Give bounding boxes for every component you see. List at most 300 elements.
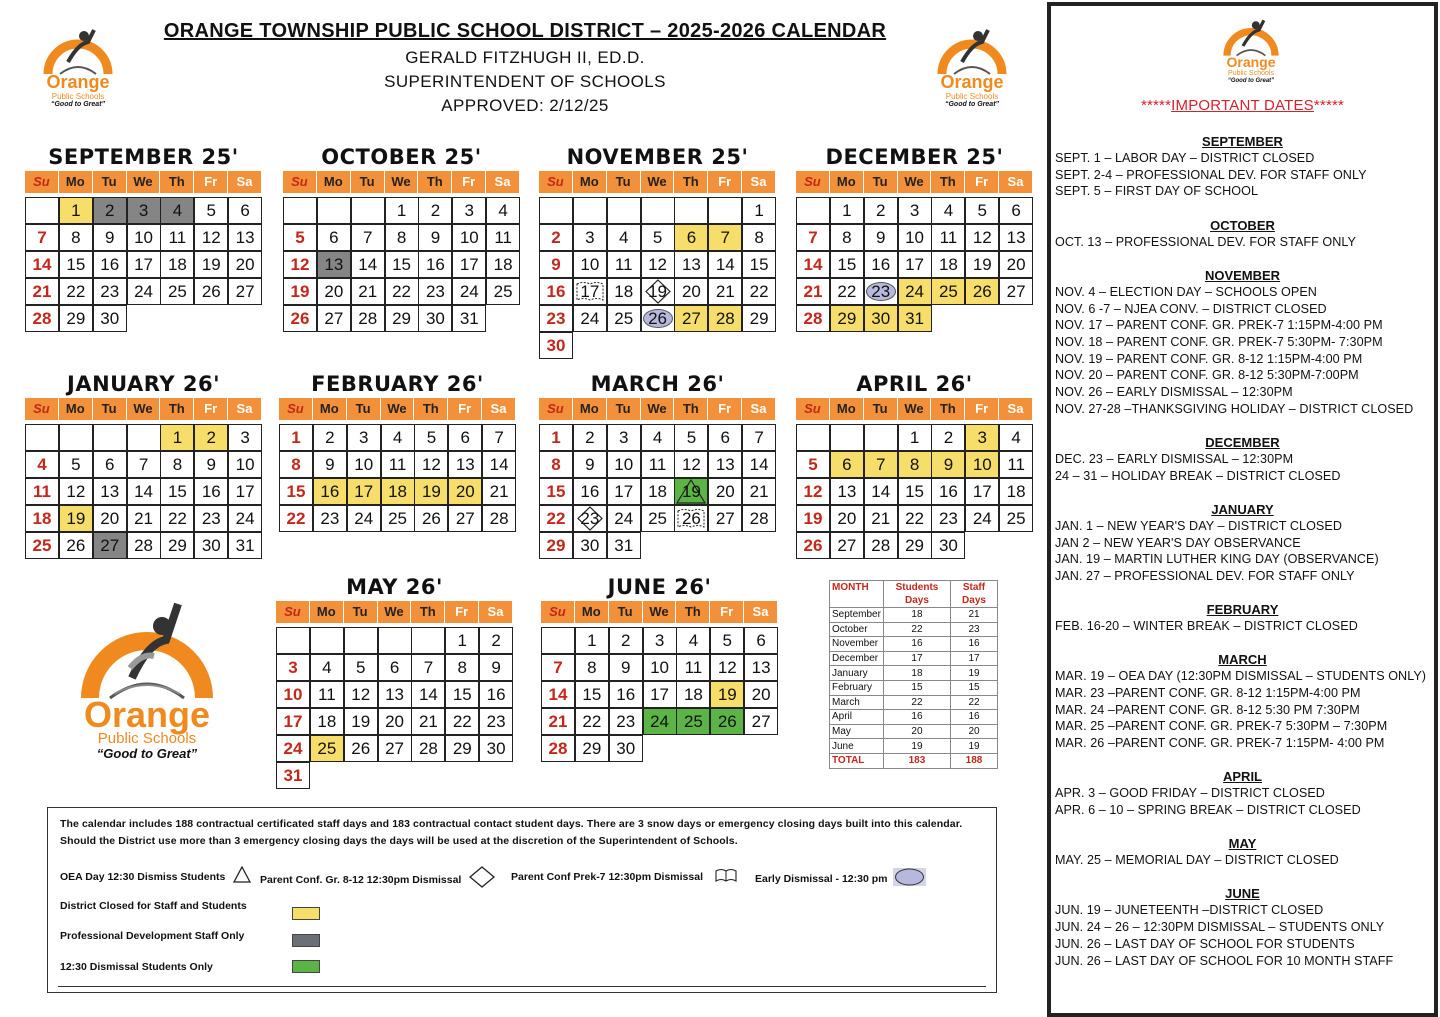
calendar-day: [378, 654, 412, 681]
calendar-day: [539, 332, 573, 359]
day-number: 30: [616, 739, 636, 758]
weekday-label: Sa: [742, 171, 776, 193]
important-date-line: OCT. 13 – PROFESSIONAL DEV. FOR STAFF ONLY: [1055, 234, 1356, 249]
day-number: 14: [715, 255, 735, 274]
logo-word: Orange: [83, 694, 211, 735]
day-number: 23: [100, 282, 120, 301]
calendar-day: [742, 278, 776, 305]
weekday-label: Tu: [347, 398, 381, 420]
day-number: 15: [546, 482, 566, 501]
calendar-day: [127, 224, 161, 251]
calendar-day: [573, 251, 607, 278]
calendar-day: [541, 681, 575, 708]
calendar-day: [573, 478, 607, 505]
day-number: 5: [722, 631, 733, 650]
calendar-day: [830, 532, 864, 559]
weekday-label: Fr: [452, 171, 486, 193]
calendar-day: [539, 478, 573, 505]
table-cell: 22: [951, 695, 998, 710]
day-number: 28: [489, 509, 509, 528]
legend-early-label: Early Dismissal - 12:30 pm: [755, 873, 888, 885]
day-number: 6: [842, 455, 852, 474]
superintendent-name: GERALD FITZHUGH II, ED.D.: [405, 48, 645, 67]
calendar-day: [351, 278, 385, 305]
calendar-day: [479, 654, 513, 681]
day-number: 16: [871, 255, 891, 274]
important-section-heading: NOVEMBER: [1204, 267, 1281, 283]
day-number: 10: [905, 228, 925, 247]
book-icon: [715, 868, 737, 883]
calendar-day: [710, 654, 744, 681]
day-number: 5: [71, 455, 81, 474]
calendar-day: [381, 451, 415, 478]
day-number: 10: [283, 685, 303, 704]
calendar-day: [93, 478, 127, 505]
calendar-day: [830, 305, 864, 332]
important-date-line: NOV. 4 – ELECTION DAY – SCHOOLS OPEN: [1055, 284, 1317, 299]
day-number: 29: [905, 536, 925, 555]
calendar-day: [674, 278, 708, 305]
table-cell: June: [830, 739, 884, 754]
weekday-label: Fr: [710, 601, 744, 623]
table-cell: 19: [951, 739, 998, 754]
day-number: 1: [551, 428, 561, 447]
day-number: 14: [358, 255, 378, 274]
calendar-day: [59, 478, 93, 505]
calendar-day: [194, 224, 228, 251]
weekday-label: Fr: [194, 171, 228, 193]
day-number: 24: [459, 282, 479, 301]
weekday-label: Su: [276, 601, 310, 623]
calendar-day: [127, 251, 161, 278]
calendar-day: [414, 451, 448, 478]
weekday-header: [25, 171, 262, 193]
table-header: MONTH: [830, 581, 884, 608]
day-number: 29: [837, 309, 857, 328]
logo-sub: Public Schools: [97, 730, 197, 747]
calendar-day: [744, 654, 778, 681]
calendar-day: [864, 532, 898, 559]
day-number: 12: [648, 255, 668, 274]
calendar-day: [479, 627, 513, 654]
day-number: 18: [683, 685, 703, 704]
calendar-day: [643, 654, 677, 681]
day-number: 11: [614, 255, 633, 274]
calendar-day: [347, 505, 381, 532]
day-number: 2: [104, 201, 115, 220]
weekday-label: We: [378, 601, 412, 623]
day-number: 19: [972, 255, 992, 274]
day-number: 6: [460, 428, 471, 447]
day-number: 10: [614, 455, 634, 474]
weekday-label: Su: [283, 171, 317, 193]
table-row: [830, 695, 998, 710]
day-number: 25: [493, 282, 513, 301]
calendar-empty-cell: [25, 197, 59, 224]
day-number: 9: [875, 228, 886, 247]
calendar-day: [418, 278, 452, 305]
day-number: 24: [905, 282, 925, 301]
month-title: OCTOBER 25': [321, 145, 482, 169]
day-number: 2: [430, 201, 441, 220]
calendar-day: [194, 197, 228, 224]
day-number: 28: [803, 309, 823, 328]
calendar-day: [539, 305, 573, 332]
calendar-day: [452, 251, 486, 278]
month-calendar: [25, 145, 262, 328]
calendar-day: [194, 478, 228, 505]
day-number: 7: [423, 658, 434, 677]
day-number: 2: [325, 428, 335, 447]
day-number: 25: [32, 536, 52, 555]
month-grid: [541, 601, 778, 758]
day-number: 8: [396, 228, 407, 247]
important-date-line: NOV. 17 – PARENT CONF. GR. PREK-7 1:15PM-4:00 PM: [1055, 318, 1383, 333]
calendar-day: [93, 278, 127, 305]
calendar-day: [317, 224, 351, 251]
day-number: 14: [749, 455, 769, 474]
day-number: 4: [498, 201, 508, 220]
weekday-label: Su: [796, 398, 830, 420]
ellipse-icon: [893, 867, 927, 887]
table-cell: October: [830, 622, 884, 637]
calendar-day: [486, 278, 520, 305]
day-number: 9: [943, 455, 954, 474]
title-prefix: *****: [1140, 97, 1172, 114]
calendar-day: [276, 762, 310, 789]
important-date-line: JAN. 1 – NEW YEAR'S DAY – DISTRICT CLOSED: [1055, 518, 1342, 533]
month-title: SEPTEMBER 25': [48, 145, 239, 169]
calendar-day: [310, 681, 344, 708]
table-cell: TOTAL: [830, 753, 884, 768]
calendar-day: [898, 197, 932, 224]
calendar-day: [742, 305, 776, 332]
day-number: 15: [286, 482, 306, 501]
calendar-day: [539, 251, 573, 278]
calendar-day: [965, 451, 999, 478]
day-number: 2: [551, 228, 561, 247]
calendar-day: [160, 424, 194, 451]
day-number: 31: [905, 309, 925, 328]
calendar-empty-cell: [607, 197, 641, 224]
day-number: 1: [291, 428, 301, 447]
day-number: 29: [452, 739, 472, 758]
day-number: 31: [235, 536, 255, 555]
weekday-label: Th: [418, 171, 452, 193]
calendar-day: [641, 424, 675, 451]
day-number: 27: [385, 739, 405, 758]
calendar-day: [276, 735, 310, 762]
logo-word: Orange: [940, 72, 1004, 92]
day-number: 17: [354, 482, 374, 501]
day-number: 9: [491, 658, 501, 677]
day-number: 11: [939, 228, 958, 247]
day-number: 19: [351, 712, 371, 731]
day-number: 3: [654, 631, 665, 650]
day-number: 21: [32, 282, 52, 301]
important-section-heading: SEPTEMBER: [1202, 134, 1283, 149]
calendar-empty-cell: [317, 197, 351, 224]
calendar-day: [59, 251, 93, 278]
calendar-day: [965, 251, 999, 278]
calendar-day: [486, 197, 520, 224]
day-number: 29: [392, 309, 412, 328]
day-number: 13: [837, 482, 857, 501]
title-suffix: *****: [1313, 97, 1345, 114]
calendar-day: [965, 224, 999, 251]
day-number: 12: [717, 658, 737, 677]
logo-sub: Public Schools: [945, 92, 999, 101]
weekday-label: We: [127, 171, 161, 193]
day-number: 26: [803, 536, 823, 555]
calendar-day: [864, 224, 898, 251]
day-number: 22: [286, 509, 306, 528]
calendar-day: [898, 251, 932, 278]
calendar-day: [609, 735, 643, 762]
day-number: 8: [172, 455, 183, 474]
calendar-day: [931, 532, 965, 559]
day-number: 12: [803, 482, 823, 501]
day-number: 18: [648, 482, 668, 501]
day-number: 7: [494, 428, 504, 447]
calendar-empty-cell: [310, 627, 344, 654]
day-number: 17: [580, 282, 600, 301]
month-calendar: [539, 372, 776, 555]
day-number: 18: [938, 255, 958, 274]
day-number: 21: [358, 282, 378, 301]
calendar-day: [486, 251, 520, 278]
calendar-day: [742, 224, 776, 251]
day-number: 12: [66, 482, 86, 501]
calendar-day: [607, 251, 641, 278]
day-number: 7: [37, 228, 47, 247]
important-section-heading: APRIL: [1223, 769, 1262, 785]
weekday-label: Sa: [482, 398, 516, 420]
table-cell: 183: [883, 753, 950, 768]
day-number: 3: [977, 428, 988, 447]
weekday-label: Fr: [965, 171, 999, 193]
day-number: 28: [749, 509, 769, 528]
day-number: 17: [972, 482, 992, 501]
day-number: 21: [134, 509, 154, 528]
calendar-day: [641, 478, 675, 505]
day-number: 9: [104, 228, 115, 247]
weekday-label: Sa: [999, 398, 1033, 420]
day-number: 17: [650, 685, 670, 704]
logo-word: Orange: [1226, 54, 1276, 70]
day-number: 14: [134, 482, 154, 501]
table-row: [830, 622, 998, 637]
calendar-day: [607, 305, 641, 332]
weekday-label: Th: [931, 171, 965, 193]
day-number: 15: [837, 255, 857, 274]
weekday-label: Mo: [573, 171, 607, 193]
day-number: 21: [418, 712, 438, 731]
calendar-day: [283, 224, 317, 251]
superintendent-role: SUPERINTENDENT OF SCHOOLS: [384, 72, 666, 91]
day-number: 15: [66, 255, 86, 274]
weekday-label: We: [641, 398, 675, 420]
calendar-day: [965, 424, 999, 451]
weekday-label: Su: [539, 171, 573, 193]
calendar-day: [59, 197, 93, 224]
calendar-day: [607, 451, 641, 478]
table-cell: January: [830, 666, 884, 681]
day-number: 14: [803, 255, 823, 274]
important-date-line: JUN. 24 – 26 – 12:30PM DISMISSAL – STUDENTS ONLY: [1055, 920, 1385, 935]
calendar-day: [641, 505, 675, 532]
day-number: 26: [717, 712, 737, 731]
day-number: 19: [421, 482, 441, 501]
day-number: 26: [681, 509, 701, 528]
calendar-day: [414, 424, 448, 451]
table-row: [830, 666, 998, 681]
day-number: 24: [235, 509, 255, 528]
weekday-header: [283, 171, 520, 193]
legend-note-line: The calendar includes 188 contractual certificated staff days and 183 contractual contact student days. There are 3 snow days or emergency closing days built into this calendar.: [60, 818, 963, 830]
calendar-day: [710, 708, 744, 735]
day-number: 5: [206, 201, 217, 220]
calendar-day: [676, 654, 710, 681]
calendar-day: [931, 224, 965, 251]
day-number: 19: [201, 255, 221, 274]
day-number: 29: [66, 309, 86, 328]
day-number: 18: [32, 509, 52, 528]
weekday-label: Sa: [479, 601, 513, 623]
day-number: 11: [494, 228, 512, 247]
day-number: 25: [614, 309, 634, 328]
calendar-day: [378, 735, 412, 762]
day-number: 10: [972, 455, 992, 474]
calendar-day: [710, 681, 744, 708]
day-number: 2: [875, 201, 886, 220]
day-number: 6: [329, 228, 339, 247]
calendar-day: [541, 708, 575, 735]
day-number: 17: [283, 712, 303, 731]
calendar-day: [641, 451, 675, 478]
calendar-empty-cell: [796, 424, 830, 451]
calendar-day: [479, 708, 513, 735]
weekday-label: Su: [796, 171, 830, 193]
calendar-day: [864, 451, 898, 478]
weekday-header: [279, 398, 516, 420]
orange-logo-right: [932, 22, 1012, 112]
calendar-day: [607, 424, 641, 451]
calendar-day: [830, 478, 864, 505]
calendar-day: [445, 654, 479, 681]
day-number: 22: [905, 509, 925, 528]
day-number: 5: [977, 201, 988, 220]
day-number: 21: [715, 282, 735, 301]
day-number: 8: [909, 455, 920, 474]
important-section-heading: FEBRUARY: [1206, 602, 1279, 618]
day-number: 14: [548, 685, 568, 704]
day-number: 8: [71, 228, 81, 247]
weekday-label: Th: [160, 398, 194, 420]
day-number: 13: [455, 455, 475, 474]
month-calendar: [25, 372, 262, 555]
day-number: 31: [283, 766, 303, 785]
calendar-day: [708, 424, 742, 451]
calendar-day: [452, 224, 486, 251]
calendar-day: [313, 451, 347, 478]
weekday-label: We: [127, 398, 161, 420]
weekday-label: Tu: [609, 601, 643, 623]
day-number: 3: [464, 201, 475, 220]
weekday-label: Tu: [864, 398, 898, 420]
day-number: 25: [683, 712, 703, 731]
calendar-day: [414, 478, 448, 505]
day-number: 21: [749, 482, 769, 501]
day-number: 15: [452, 685, 472, 704]
weekday-label: Tu: [93, 171, 127, 193]
calendar-day: [643, 708, 677, 735]
day-number: 15: [582, 685, 602, 704]
calendar-day: [228, 451, 262, 478]
calendar-day: [898, 424, 932, 451]
day-number: 22: [582, 712, 602, 731]
day-number: 22: [749, 282, 769, 301]
day-number: 11: [318, 685, 336, 704]
calendar-day: [573, 451, 607, 478]
day-number: 19: [648, 282, 668, 301]
day-number: 10: [459, 228, 479, 247]
day-number: 11: [168, 228, 187, 247]
day-number: 4: [392, 428, 403, 447]
legend-parent-prek-label: Parent Conf Prek-7 12:30pm Dismissal: [511, 871, 703, 883]
calendar-day: [381, 424, 415, 451]
weekday-label: We: [898, 398, 932, 420]
weekday-label: Tu: [864, 171, 898, 193]
day-number: 9: [325, 455, 335, 474]
month-grid: [283, 171, 520, 328]
month-title: APRIL 26': [856, 372, 973, 396]
calendar-empty-cell: [276, 627, 310, 654]
important-date-line: JUN. 19 – JUNETEENTH –DISTRICT CLOSED: [1055, 903, 1324, 918]
calendar-day: [742, 505, 776, 532]
weekday-header: [539, 171, 776, 193]
calendar-day: [796, 505, 830, 532]
legend-oea-label: OEA Day 12:30 Dismiss Students: [60, 871, 226, 883]
important-date-line: NOV. 18 – PARENT CONF. GR. PREK-7 5:30PM- 7:30PM: [1055, 334, 1383, 349]
day-number: 6: [686, 228, 697, 247]
calendar-day: [344, 654, 378, 681]
day-number: 1: [172, 428, 183, 447]
day-number: 17: [235, 482, 255, 501]
weekday-header: [276, 601, 513, 623]
day-number: 11: [1007, 455, 1025, 474]
calendar-day: [448, 424, 482, 451]
day-number: 25: [317, 739, 337, 758]
calendar-day: [310, 735, 344, 762]
calendar-day: [127, 278, 161, 305]
day-number: 30: [580, 536, 600, 555]
orange-logo-large: [62, 598, 232, 768]
calendar-day: [708, 451, 742, 478]
day-number: 9: [430, 228, 441, 247]
calendar-day: [276, 681, 310, 708]
calendar-day: [228, 278, 262, 305]
day-number: 21: [803, 282, 823, 301]
day-number: 24: [283, 739, 303, 758]
calendar-day: [479, 735, 513, 762]
calendar-day: [351, 224, 385, 251]
calendar-day: [744, 627, 778, 654]
important-section-heading: MAY: [1228, 836, 1257, 852]
calendar-day: [931, 505, 965, 532]
calendar-day: [830, 451, 864, 478]
month-title: JUNE 26': [607, 575, 712, 599]
